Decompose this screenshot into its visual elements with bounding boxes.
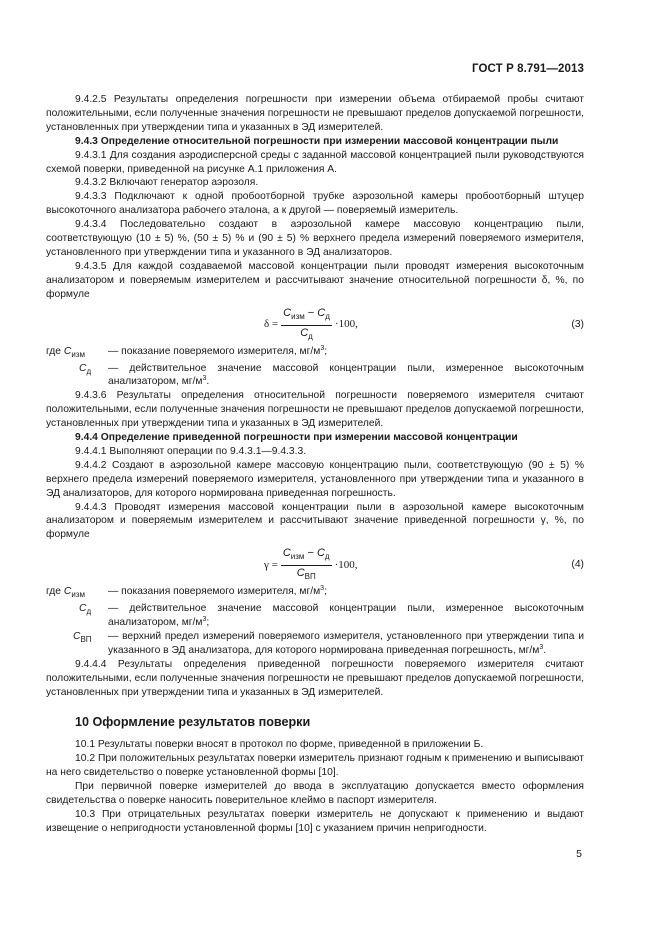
document-body xyxy=(46,93,584,836)
page-number: 5 xyxy=(576,848,582,860)
paragraph-9-4-3-1: 9.4.3.1 Для создания аэродисперсной среды с заданной массовой концентрацией пыли руководствуются схемой поверки, приведенной на рисунке А.1 приложения А. xyxy=(46,149,584,175)
paragraph-9-4-3-4: 9.4.3.4 Последовательно создают в аэрозольной камере массовую концентрацию пыли, соответствующую (10 ± 5) %, (50 ± 5) % и (90 ± 5) % верхнего предела измерений поверяемого измерителя, установленного при утверждении типа и указанного в ЭД анализаторов. xyxy=(46,219,584,258)
formula-4-fraction xyxy=(281,547,332,584)
section-10-title: 10 Оформление результатов поверки xyxy=(75,714,311,729)
formula-4-denominator: $C_{ВП}$ xyxy=(296,567,316,582)
paragraph-10-1: 10.1 Результаты поверки вносят в протокол по форме, приведенной в приложении Б. xyxy=(75,739,484,751)
formula-3-lhs: δ = xyxy=(264,318,279,331)
formula-4 xyxy=(46,547,584,583)
formula-4-numerator: $C_{изм} - C_д$ xyxy=(281,547,332,566)
paragraph-9-4-2-5: 9.4.2.5 Результаты определения погрешности при измерении объема отбираемой пробы считают положительными, если полученные значения погрешности не превышают пределов допускаемой погрешности, установленных при утверждении типа и указанных в ЭД измерителей. xyxy=(46,94,584,133)
legend-row: где $C_{изм}$ — показания поверяемого измерителя, $мг/м^3$; xyxy=(46,585,327,600)
paragraph-10-2-note: При первичной поверке измерителей до ввода в эксплуатацию допускается вместо оформления свидетельства о поверке наносить поверительное клеймо в паспорт измерителя. xyxy=(46,781,584,807)
formula-3-legend xyxy=(46,345,584,390)
formula-3-denominator: $C_д$ xyxy=(300,326,313,341)
paragraph-10-3: 10.3 При отрицательных результатах поверки измеритель не допускают к применению и выдают извещение о непригодности установленной формы [10] с указанием причин непригодности. xyxy=(46,808,584,834)
formula-3-numerator: $C_{изм} - C_д$ xyxy=(281,307,332,326)
formula-4-legend xyxy=(46,585,584,658)
legend-row: где $C_{изм}$ — показание поверяемого измерителя, $мг/м^3$; xyxy=(46,344,328,359)
heading-9-4-4: 9.4.4 Определение приведенной погрешности при измерении массовой концентрации xyxy=(75,432,518,444)
paragraph-9-4-3-3: 9.4.3.3 Подключают к одной пробоотборной трубке аэрозольной камеры пробоотборный штуцер высокоточного анализатора рабочего эталона, а к другой — поверяемый измеритель. xyxy=(46,191,584,217)
paragraph-9-4-4-2: 9.4.4.2 Создают в аэрозольной камере массовую концентрацию пыли, соответствующую (90 ± 5) % верхнего предела измерений поверяемого измерителя, установленного при утверждении типа и указанного в ЭД анализаторов, для которого нормирована приведенная погрешность. xyxy=(46,459,584,499)
paragraph-9-4-3-5: 9.4.3.5 Для каждой создаваемой массовой концентрации пыли проводят измерения высокоточным анализатором и поверяемым измерителем и рассчитывают значение относительной погрешности δ, %, по формуле xyxy=(46,260,584,300)
heading-9-4-3: 9.4.3 Определение относительной погрешности при измерении массовой концентрации пыли xyxy=(75,135,559,147)
paragraph-9-4-3-2: 9.4.3.2 Включают генератор аэрозоля. xyxy=(75,177,259,189)
legend-row: $C_д$ — действительное значение массовой концентрации пыли, измеренное высокоточным анализатором, $мг/м^3$. xyxy=(79,362,584,388)
formula-3-number: (3) xyxy=(571,318,584,330)
paragraph-9-4-4-1: 9.4.4.1 Выполняют операции по 9.4.3.1—9.4.3.3. xyxy=(75,445,307,457)
paragraph-9-4-3-6: 9.4.3.6 Результаты определения относительной погрешности поверяемого измерителя считают положительными, если полученные значения погрешности не превышают пределов допускаемой погрешности, установленных при утверждении типа и указанных в ЭД измерителей. xyxy=(46,390,584,430)
formula-3-fraction xyxy=(281,307,332,344)
formula-3 xyxy=(46,307,584,343)
formula-3-tail: ·100, xyxy=(334,318,358,331)
paragraph-9-4-4-4: 9.4.4.4 Результаты определения приведенной погрешности поверяемого измерителя считают положительными, если полученные значения погрешности не превышают пределов допускаемой погрешности, установленных при утверждении типа и указанных в ЭД измерителей. xyxy=(46,658,584,698)
document-code-header: ГОСТ Р 8.791—2013 xyxy=(472,63,584,75)
legend-row: $C_{ВП}$ — верхний предел измерений поверяемого измерителя, установленного при утверждении типа и указанного в ЭД анализатора, для которого нормирована приведенная погрешность, $мг/м^3$. xyxy=(73,631,584,656)
paragraph-10-2: 10.2 При положительных результатах поверки измеритель признают годным к применению и выписывают на него свидетельство о поверке установленной формы [10]. xyxy=(46,753,584,779)
formula-4-lhs: γ = xyxy=(264,558,278,571)
legend-row: $C_д$ — действительное значение массовой концентрации пыли, измеренное высокоточным анализатором, $мг/м^3$; xyxy=(79,603,584,629)
formula-4-number: (4) xyxy=(571,559,584,571)
formula-4-tail: ·100, xyxy=(334,558,358,571)
paragraph-9-4-4-3: 9.4.4.3 Проводят измерения массовой концентрации пыли в аэрозольной камере высокоточным анализатором и поверяемым измерителем и рассчитывают значение приведенной погрешности γ, %, по формуле xyxy=(46,501,584,541)
